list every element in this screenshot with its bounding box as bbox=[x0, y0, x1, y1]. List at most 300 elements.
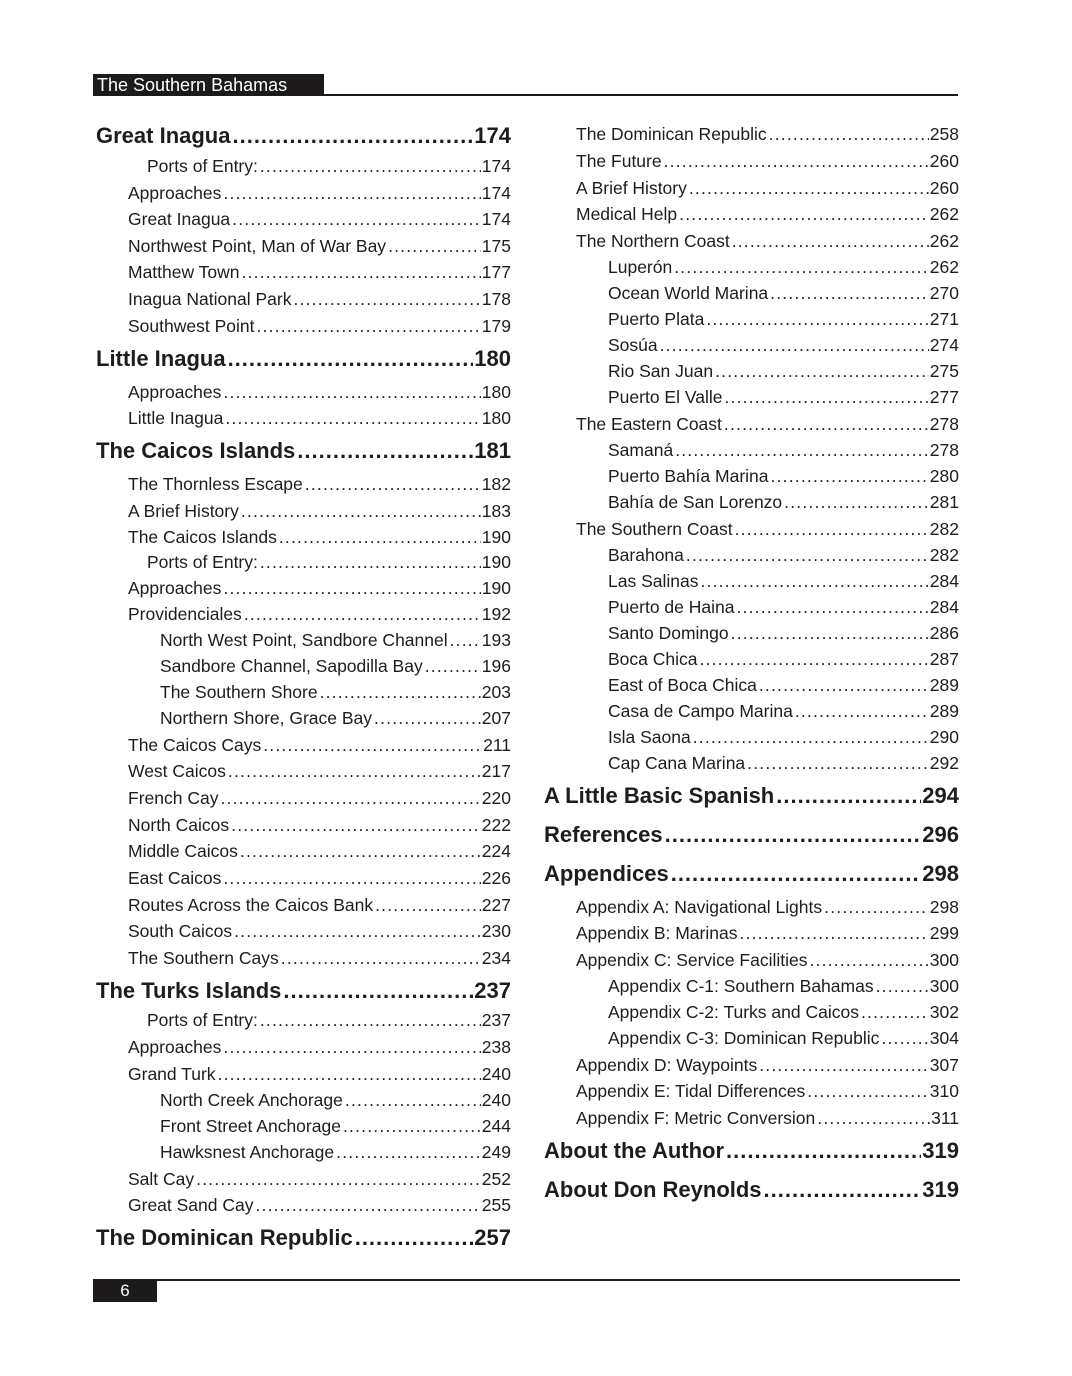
dot-leader bbox=[320, 682, 481, 703]
toc-entry-page: 174 bbox=[481, 155, 511, 176]
dot-leader bbox=[724, 414, 929, 435]
toc-entry-title: Sosúa bbox=[608, 334, 658, 355]
dot-leader bbox=[731, 623, 929, 644]
toc-entry-page: 281 bbox=[929, 491, 959, 512]
toc-section-entry[interactable] bbox=[576, 1055, 959, 1076]
toc-entry-page: 180 bbox=[481, 407, 511, 428]
dot-leader bbox=[732, 231, 929, 252]
toc-entry-title: French Cay bbox=[128, 787, 219, 808]
toc-entry-page: 234 bbox=[481, 947, 511, 968]
toc-chapter-entry[interactable] bbox=[544, 783, 959, 809]
toc-entry-title: The Southern Cays bbox=[128, 947, 279, 968]
toc-section-entry[interactable] bbox=[608, 649, 959, 670]
dot-leader bbox=[700, 571, 928, 592]
toc-section-entry[interactable] bbox=[576, 897, 959, 918]
toc-section-entry[interactable] bbox=[147, 156, 511, 177]
toc-section-entry[interactable] bbox=[160, 708, 511, 729]
dot-leader bbox=[686, 545, 929, 566]
dot-leader bbox=[736, 597, 928, 618]
dot-leader bbox=[747, 753, 929, 774]
toc-section-entry[interactable] bbox=[576, 151, 959, 172]
toc-entry-page: 260 bbox=[929, 150, 959, 171]
toc-entry-title: Puerto Bahía Marina bbox=[608, 465, 769, 486]
toc-entry-page: 262 bbox=[929, 230, 959, 251]
toc-section-entry[interactable] bbox=[160, 1142, 511, 1163]
dot-leader bbox=[375, 895, 481, 916]
dot-leader bbox=[218, 1064, 481, 1085]
toc-entry-page: 183 bbox=[481, 500, 511, 521]
dot-leader bbox=[450, 630, 481, 651]
toc-entry-title: The Southern Shore bbox=[160, 681, 318, 702]
toc-entry-page: 174 bbox=[474, 122, 511, 148]
toc-entry-title: Ports of Entry: bbox=[147, 551, 258, 572]
toc-section-entry[interactable] bbox=[128, 1195, 511, 1216]
toc-entry-page: 224 bbox=[481, 840, 511, 861]
toc-chapter-entry[interactable] bbox=[544, 1177, 959, 1203]
toc-entry-title: Approaches bbox=[128, 381, 222, 402]
toc-entry-page: 286 bbox=[929, 622, 959, 643]
dot-leader bbox=[220, 788, 480, 809]
toc-entry-title: Great Inagua bbox=[128, 208, 231, 229]
toc-entry-title: The Caicos Islands bbox=[128, 526, 277, 547]
dot-leader bbox=[225, 408, 480, 429]
dot-leader bbox=[260, 156, 481, 177]
dot-leader bbox=[809, 950, 928, 971]
toc-entry-title: North Caicos bbox=[128, 814, 230, 835]
toc-entry-page: 257 bbox=[474, 1224, 511, 1250]
dot-leader bbox=[660, 335, 929, 356]
toc-entry-page: 174 bbox=[481, 208, 511, 229]
dot-leader bbox=[876, 976, 929, 997]
dot-leader bbox=[700, 649, 929, 670]
toc-section-entry[interactable] bbox=[608, 545, 959, 566]
toc-entry-title: Front Street Anchorage bbox=[160, 1115, 341, 1136]
dot-leader bbox=[232, 123, 473, 149]
toc-entry-page: 271 bbox=[929, 308, 959, 329]
dot-leader bbox=[305, 474, 481, 495]
toc-entry-title: Sandbore Channel, Sapodilla Bay bbox=[160, 655, 423, 676]
dot-leader bbox=[784, 492, 929, 513]
toc-entry-page: 290 bbox=[929, 726, 959, 747]
toc-entry-page: 196 bbox=[481, 655, 511, 676]
toc-entry-page: 181 bbox=[474, 437, 511, 463]
toc-entry-title: Appendix C-3: Dominican Republic bbox=[608, 1027, 880, 1048]
dot-leader bbox=[759, 675, 929, 696]
toc-section-entry[interactable] bbox=[608, 361, 959, 382]
dot-leader bbox=[297, 438, 473, 464]
toc-section-entry[interactable] bbox=[608, 309, 959, 330]
toc-section-entry[interactable] bbox=[608, 1028, 959, 1049]
dot-leader bbox=[260, 1010, 481, 1031]
toc-entry-title: The Southern Coast bbox=[576, 518, 733, 539]
dot-leader bbox=[196, 1169, 481, 1190]
toc-chapter-entry[interactable] bbox=[544, 861, 959, 887]
toc-entry-title: Isla Saona bbox=[608, 726, 691, 747]
toc-entry-page: 270 bbox=[929, 282, 959, 303]
toc-entry-title: Routes Across the Caicos Bank bbox=[128, 894, 374, 915]
toc-section-entry[interactable] bbox=[128, 868, 511, 889]
dot-leader bbox=[241, 501, 481, 522]
toc-chapter-entry[interactable] bbox=[96, 346, 511, 372]
dot-leader bbox=[336, 1142, 481, 1163]
dot-leader bbox=[255, 1195, 480, 1216]
toc-entry-page: 249 bbox=[481, 1141, 511, 1162]
dot-leader bbox=[807, 1081, 929, 1102]
toc-section-entry[interactable] bbox=[128, 262, 511, 283]
dot-leader bbox=[293, 289, 480, 310]
dot-leader bbox=[244, 604, 481, 625]
toc-entry-title: North West Point, Sandbore Channel bbox=[160, 629, 448, 650]
toc-entry-title: A Little Basic Spanish bbox=[544, 782, 775, 808]
dot-leader bbox=[693, 727, 929, 748]
toc-section-entry[interactable] bbox=[128, 474, 511, 495]
toc-section-entry[interactable] bbox=[576, 519, 959, 540]
toc-section-entry[interactable] bbox=[160, 682, 511, 703]
toc-entry-title: Puerto de Haina bbox=[608, 596, 735, 617]
toc-entry-page: 182 bbox=[481, 473, 511, 494]
toc-chapter-entry[interactable] bbox=[96, 123, 511, 149]
toc-entry-page: 240 bbox=[481, 1089, 511, 1110]
toc-section-entry[interactable] bbox=[128, 527, 511, 548]
toc-entry-title: A Brief History bbox=[576, 177, 687, 198]
dot-leader bbox=[881, 1028, 928, 1049]
toc-section-entry[interactable] bbox=[608, 335, 959, 356]
toc-entry-page: 299 bbox=[929, 922, 959, 943]
toc-entry-page: 304 bbox=[929, 1027, 959, 1048]
toc-entry-title: The Thornless Escape bbox=[128, 473, 303, 494]
toc-entry-page: 284 bbox=[929, 570, 959, 591]
toc-entry-page: 296 bbox=[922, 821, 959, 847]
toc-section-entry[interactable] bbox=[608, 466, 959, 487]
toc-entry-page: 227 bbox=[481, 894, 511, 915]
toc-entry-title: Providenciales bbox=[128, 603, 242, 624]
dot-leader bbox=[223, 868, 480, 889]
toc-entry-title: Little Inagua bbox=[128, 407, 224, 428]
toc-entry-page: 280 bbox=[929, 465, 959, 486]
toc-entry-title: The Eastern Coast bbox=[576, 413, 722, 434]
toc-section-entry[interactable] bbox=[128, 183, 511, 204]
dot-leader bbox=[674, 257, 929, 278]
toc-entry-title: The Caicos Islands bbox=[96, 437, 296, 463]
toc-entry-title: South Caicos bbox=[128, 920, 233, 941]
dot-leader bbox=[279, 527, 481, 548]
toc-section-entry[interactable] bbox=[128, 921, 511, 942]
dot-leader bbox=[223, 382, 480, 403]
toc-entry-title: Approaches bbox=[128, 1036, 222, 1057]
toc-entry-page: 252 bbox=[481, 1168, 511, 1189]
toc-entry-page: 237 bbox=[474, 977, 511, 1003]
toc-section-entry[interactable] bbox=[160, 1090, 511, 1111]
toc-section-entry[interactable] bbox=[608, 257, 959, 278]
toc-entry-title: The Caicos Cays bbox=[128, 734, 262, 755]
dot-leader bbox=[223, 1037, 480, 1058]
toc-entry-title: Samaná bbox=[608, 439, 674, 460]
dot-leader bbox=[724, 387, 928, 408]
dot-leader bbox=[281, 948, 481, 969]
toc-entry-title: East of Boca Chica bbox=[608, 674, 757, 695]
toc-entry-title: The Dominican Republic bbox=[96, 1224, 353, 1250]
toc-entry-title: Puerto Plata bbox=[608, 308, 705, 329]
toc-section-entry[interactable] bbox=[576, 178, 959, 199]
toc-entry-title: West Caicos bbox=[128, 760, 226, 781]
toc-entry-title: Rio San Juan bbox=[608, 360, 714, 381]
toc-entry-title: Grand Turk bbox=[128, 1063, 216, 1084]
dot-leader bbox=[260, 552, 481, 573]
toc-entry-page: 287 bbox=[929, 648, 959, 669]
toc-section-entry[interactable] bbox=[160, 1116, 511, 1137]
toc-entry-title: Appendices bbox=[544, 860, 669, 886]
toc-section-entry[interactable] bbox=[128, 1037, 511, 1058]
toc-entry-page: 217 bbox=[481, 760, 511, 781]
dot-leader bbox=[824, 897, 929, 918]
toc-entry-title: Appendix E: Tidal Differences bbox=[576, 1080, 806, 1101]
toc-entry-title: Southwest Point bbox=[128, 315, 255, 336]
toc-section-entry[interactable] bbox=[608, 571, 959, 592]
toc-entry-page: 289 bbox=[929, 674, 959, 695]
dot-leader bbox=[234, 921, 481, 942]
toc-section-entry[interactable] bbox=[576, 231, 959, 252]
toc-entry-title: Ports of Entry: bbox=[147, 155, 258, 176]
toc-section-entry[interactable] bbox=[576, 950, 959, 971]
toc-entry-title: Middle Caicos bbox=[128, 840, 238, 861]
toc-entry-page: 180 bbox=[474, 345, 511, 371]
toc-entry-page: 310 bbox=[929, 1080, 959, 1101]
toc-section-entry[interactable] bbox=[576, 1081, 959, 1102]
toc-section-entry[interactable] bbox=[128, 788, 511, 809]
toc-section-entry[interactable] bbox=[128, 948, 511, 969]
dot-leader bbox=[671, 861, 922, 887]
dot-leader bbox=[664, 151, 929, 172]
toc-entry-title: The Northern Coast bbox=[576, 230, 730, 251]
toc-section-entry[interactable] bbox=[128, 761, 511, 782]
dot-leader bbox=[223, 183, 480, 204]
toc-entry-title: The Future bbox=[576, 150, 662, 171]
toc-chapter-entry[interactable] bbox=[544, 822, 959, 848]
toc-entry-title: Northwest Point, Man of War Bay bbox=[128, 235, 387, 256]
toc-section-entry[interactable] bbox=[160, 656, 511, 677]
dot-leader bbox=[223, 578, 480, 599]
dot-leader bbox=[689, 178, 929, 199]
toc-entry-page: 262 bbox=[929, 203, 959, 224]
toc-entry-title: About Don Reynolds bbox=[544, 1176, 762, 1202]
toc-section-entry[interactable] bbox=[608, 976, 959, 997]
toc-section-entry[interactable] bbox=[128, 289, 511, 310]
toc-section-entry[interactable] bbox=[128, 501, 511, 522]
toc-entry-title: The Turks Islands bbox=[96, 977, 282, 1003]
toc-entry-page: 230 bbox=[481, 920, 511, 941]
toc-entry-page: 178 bbox=[481, 288, 511, 309]
dot-leader bbox=[374, 708, 481, 729]
toc-entry-title: Appendix D: Waypoints bbox=[576, 1054, 758, 1075]
toc-entry-page: 240 bbox=[481, 1063, 511, 1084]
toc-entry-title: Medical Help bbox=[576, 203, 678, 224]
toc-entry-page: 300 bbox=[929, 949, 959, 970]
toc-entry-page: 278 bbox=[929, 413, 959, 434]
dot-leader bbox=[769, 124, 929, 145]
dot-leader bbox=[771, 466, 929, 487]
toc-section-entry[interactable] bbox=[608, 623, 959, 644]
toc-entry-page: 282 bbox=[929, 544, 959, 565]
dot-leader bbox=[735, 519, 929, 540]
toc-entry-page: 179 bbox=[481, 315, 511, 336]
toc-entry-title: Barahona bbox=[608, 544, 684, 565]
toc-section-entry[interactable] bbox=[576, 204, 959, 225]
toc-entry-page: 277 bbox=[929, 386, 959, 407]
toc-entry-title: The Dominican Republic bbox=[576, 123, 767, 144]
toc-entry-page: 260 bbox=[929, 177, 959, 198]
toc-section-entry[interactable] bbox=[608, 753, 959, 774]
toc-section-entry[interactable] bbox=[147, 1010, 511, 1031]
toc-entry-title: Puerto El Valle bbox=[608, 386, 723, 407]
toc-entry-title: Appendix C-2: Turks and Caicos bbox=[608, 1001, 859, 1022]
toc-section-entry[interactable] bbox=[128, 1169, 511, 1190]
toc-entry-page: 298 bbox=[929, 896, 959, 917]
toc-entry-title: Little Inagua bbox=[96, 345, 226, 371]
toc-entry-title: Luperón bbox=[608, 256, 673, 277]
toc-section-entry[interactable] bbox=[128, 735, 511, 756]
dot-leader bbox=[764, 1177, 922, 1203]
toc-entry-title: Northern Shore, Grace Bay bbox=[160, 707, 373, 728]
toc-section-entry[interactable] bbox=[128, 316, 511, 337]
dot-leader bbox=[706, 309, 928, 330]
toc-entry-page: 190 bbox=[481, 526, 511, 547]
toc-section-entry[interactable] bbox=[608, 387, 959, 408]
dot-leader bbox=[228, 346, 474, 372]
toc-chapter-entry[interactable] bbox=[544, 1138, 959, 1164]
toc-entry-page: 278 bbox=[929, 439, 959, 460]
toc-section-entry[interactable] bbox=[160, 630, 511, 651]
toc-section-entry[interactable] bbox=[576, 124, 959, 145]
toc-chapter-entry[interactable] bbox=[96, 1225, 511, 1251]
dot-leader bbox=[343, 1116, 481, 1137]
toc-entry-page: 238 bbox=[481, 1036, 511, 1057]
toc-section-entry[interactable] bbox=[608, 701, 959, 722]
toc-entry-title: About the Author bbox=[544, 1137, 725, 1163]
toc-entry-page: 274 bbox=[929, 334, 959, 355]
toc-section-entry[interactable] bbox=[147, 552, 511, 573]
toc-entry-page: 298 bbox=[922, 860, 959, 886]
toc-entry-page: 180 bbox=[481, 381, 511, 402]
toc-entry-page: 319 bbox=[922, 1176, 959, 1202]
toc-entry-title: Las Salinas bbox=[608, 570, 699, 591]
toc-section-entry[interactable] bbox=[608, 675, 959, 696]
toc-entry-title: Approaches bbox=[128, 577, 222, 598]
toc-section-entry[interactable] bbox=[128, 604, 511, 625]
toc-entry-title: Salt Cay bbox=[128, 1168, 195, 1189]
toc-entry-page: 190 bbox=[481, 577, 511, 598]
toc-entry-page: 289 bbox=[929, 700, 959, 721]
toc-entry-title: Casa de Campo Marina bbox=[608, 700, 793, 721]
toc-entry-page: 258 bbox=[929, 123, 959, 144]
toc-entry-page: 220 bbox=[481, 787, 511, 808]
dot-leader bbox=[770, 283, 929, 304]
toc-section-entry[interactable] bbox=[608, 492, 959, 513]
toc-entry-title: Boca Chica bbox=[608, 648, 698, 669]
dot-leader bbox=[739, 923, 928, 944]
toc-entry-title: Cap Cana Marina bbox=[608, 752, 746, 773]
toc-entry-title: Great Sand Cay bbox=[128, 1194, 254, 1215]
toc-section-entry[interactable] bbox=[128, 895, 511, 916]
toc-section-entry[interactable] bbox=[608, 597, 959, 618]
dot-leader bbox=[242, 262, 481, 283]
dot-leader bbox=[388, 236, 481, 257]
toc-entry-page: 244 bbox=[481, 1115, 511, 1136]
toc-entry-page: 193 bbox=[481, 629, 511, 650]
toc-entry-page: 177 bbox=[481, 261, 511, 282]
toc-section-entry[interactable] bbox=[608, 283, 959, 304]
toc-entry-page: 174 bbox=[481, 182, 511, 203]
toc-chapter-entry[interactable] bbox=[96, 438, 511, 464]
toc-entry-page: 203 bbox=[481, 681, 511, 702]
dot-leader bbox=[817, 1108, 930, 1129]
dot-leader bbox=[795, 701, 929, 722]
dot-leader bbox=[231, 815, 481, 836]
toc-section-entry[interactable] bbox=[128, 209, 511, 230]
toc-section-entry[interactable] bbox=[128, 578, 511, 599]
toc-entry-title: A Brief History bbox=[128, 500, 239, 521]
dot-leader bbox=[228, 761, 481, 782]
toc-section-entry[interactable] bbox=[128, 236, 511, 257]
toc-section-entry[interactable] bbox=[576, 1108, 959, 1129]
toc-entry-page: 190 bbox=[481, 551, 511, 572]
dot-leader bbox=[256, 316, 480, 337]
running-header-title: The Southern Bahamas bbox=[93, 74, 324, 96]
toc-entry-title: Great Inagua bbox=[96, 122, 231, 148]
toc-section-entry[interactable] bbox=[128, 382, 511, 403]
toc-section-entry[interactable] bbox=[128, 815, 511, 836]
header-rule bbox=[324, 94, 958, 96]
dot-leader bbox=[665, 822, 922, 848]
toc-chapter-entry[interactable] bbox=[96, 978, 511, 1004]
toc-entry-title: Appendix C-1: Southern Bahamas bbox=[608, 975, 874, 996]
toc-entry-page: 226 bbox=[481, 867, 511, 888]
dot-leader bbox=[726, 1138, 921, 1164]
toc-entry-page: 302 bbox=[929, 1001, 959, 1022]
toc-entry-title: References bbox=[544, 821, 663, 847]
toc-entry-page: 211 bbox=[483, 734, 511, 755]
toc-section-entry[interactable] bbox=[128, 841, 511, 862]
dot-leader bbox=[759, 1055, 929, 1076]
dot-leader bbox=[861, 1002, 929, 1023]
dot-leader bbox=[675, 440, 929, 461]
dot-leader bbox=[679, 204, 929, 225]
toc-entry-page: 207 bbox=[481, 707, 511, 728]
toc-entry-title: Bahía de San Lorenzo bbox=[608, 491, 783, 512]
toc-section-entry[interactable] bbox=[576, 923, 959, 944]
toc-entry-page: 294 bbox=[922, 782, 959, 808]
toc-entry-page: 262 bbox=[929, 256, 959, 277]
toc-entry-title: Appendix F: Metric Conversion bbox=[576, 1107, 816, 1128]
toc-entry-page: 175 bbox=[481, 235, 511, 256]
toc-entry-title: Appendix B: Marinas bbox=[576, 922, 738, 943]
toc-entry-title: Santo Domingo bbox=[608, 622, 729, 643]
toc-entry-title: Approaches bbox=[128, 182, 222, 203]
toc-entry-page: 237 bbox=[481, 1009, 511, 1030]
toc-section-entry[interactable] bbox=[576, 414, 959, 435]
toc-section-entry[interactable] bbox=[608, 727, 959, 748]
dot-leader bbox=[715, 361, 929, 382]
toc-section-entry[interactable] bbox=[608, 440, 959, 461]
toc-section-entry[interactable] bbox=[128, 1064, 511, 1085]
dot-leader bbox=[425, 656, 481, 677]
toc-entry-title: Matthew Town bbox=[128, 261, 240, 282]
toc-section-entry[interactable] bbox=[608, 1002, 959, 1023]
footer-rule bbox=[93, 1279, 960, 1281]
toc-entry-page: 311 bbox=[931, 1107, 959, 1128]
toc-section-entry[interactable] bbox=[128, 408, 511, 429]
toc-entry-title: Appendix C: Service Facilities bbox=[576, 949, 808, 970]
toc-entry-title: Ocean World Marina bbox=[608, 282, 769, 303]
